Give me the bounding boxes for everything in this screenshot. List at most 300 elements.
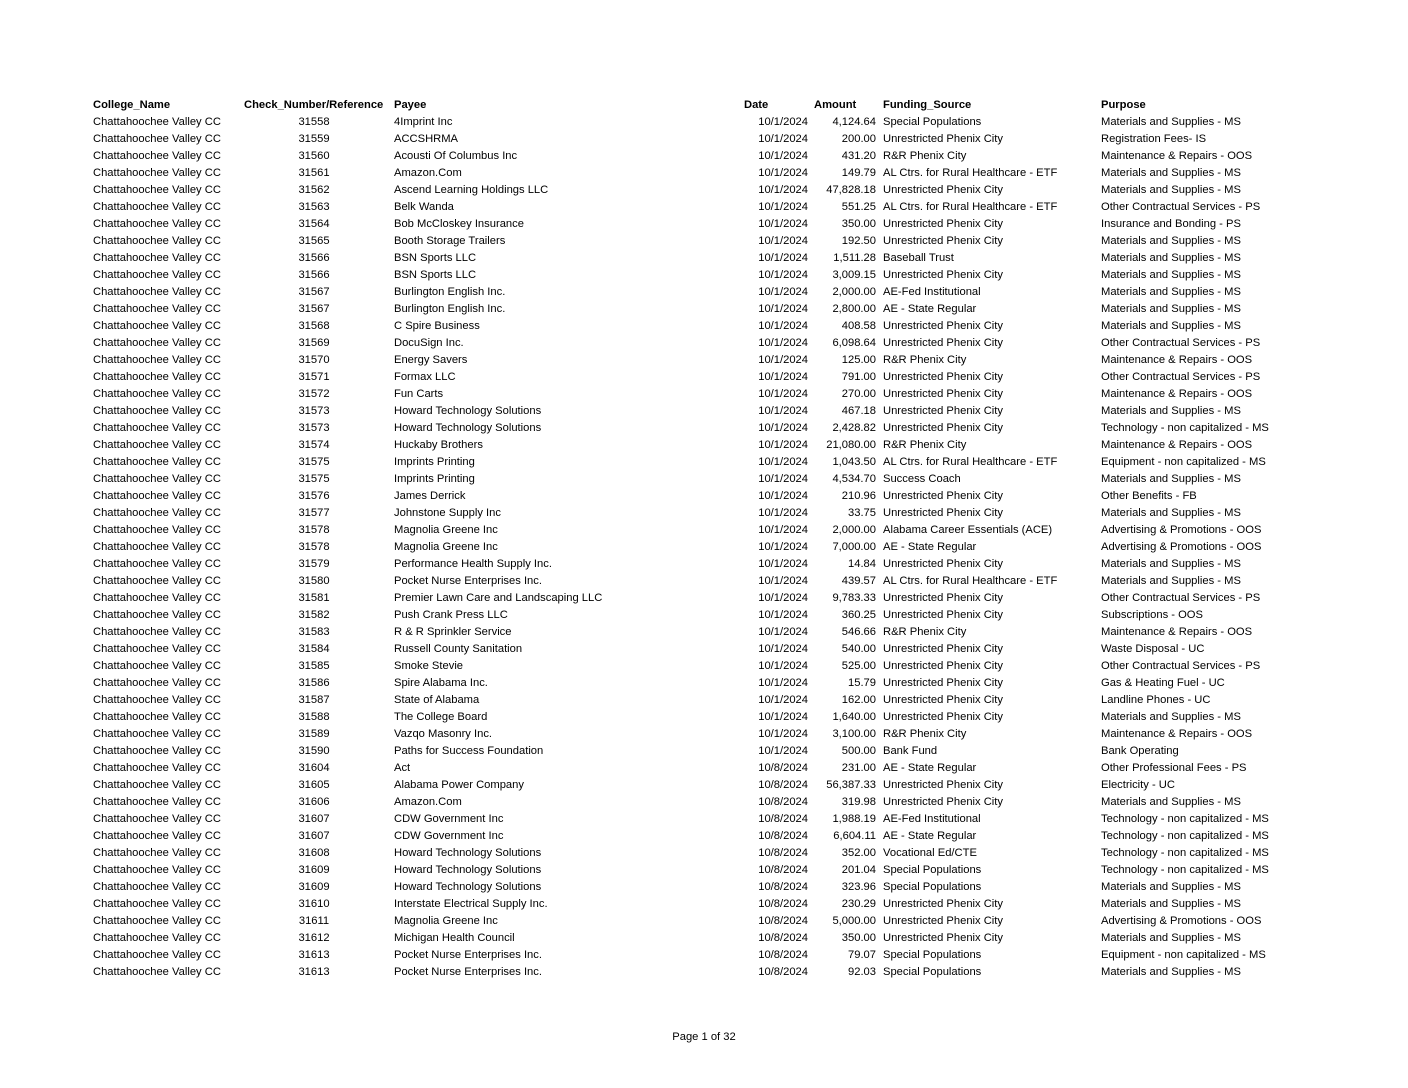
table-row	[0, 879, 1408, 896]
cell-payee: Premier Lawn Care and Landscaping LLC	[394, 592, 603, 604]
cell-purpose: Materials and Supplies - MS	[1101, 405, 1241, 417]
cell-payee: Magnolia Greene Inc	[394, 915, 498, 927]
cell-check-number: 31612	[298, 932, 330, 944]
cell-purpose: Materials and Supplies - MS	[1101, 167, 1241, 179]
cell-college-name: Chattahoochee Valley CC	[93, 660, 221, 672]
cell-college-name: Chattahoochee Valley CC	[93, 218, 221, 230]
cell-purpose: Electricity - UC	[1101, 779, 1175, 791]
cell-amount: 79.07	[848, 949, 876, 961]
cell-purpose: Materials and Supplies - MS	[1101, 184, 1241, 196]
cell-funding-source: AE - State Regular	[883, 303, 977, 315]
cell-check-number: 31561	[298, 167, 330, 179]
table-row	[0, 488, 1408, 505]
cell-purpose: Subscriptions - OOS	[1101, 609, 1203, 621]
cell-check-number: 31589	[298, 728, 330, 740]
cell-funding-source: Unrestricted Phenix City	[883, 422, 1003, 434]
cell-date: 10/8/2024	[758, 796, 808, 808]
table-row	[0, 420, 1408, 437]
cell-check-number: 31577	[298, 507, 330, 519]
cell-date: 10/1/2024	[758, 337, 808, 349]
cell-date: 10/1/2024	[758, 320, 808, 332]
cell-college-name: Chattahoochee Valley CC	[93, 456, 221, 468]
cell-funding-source: AE - State Regular	[883, 762, 977, 774]
cell-check-number: 31613	[298, 966, 330, 978]
cell-check-number: 31559	[298, 133, 330, 145]
cell-college-name: Chattahoochee Valley CC	[93, 915, 221, 927]
cell-funding-source: AL Ctrs. for Rural Healthcare - ETF	[883, 201, 1058, 213]
cell-amount: 439.57	[841, 575, 876, 587]
cell-date: 10/1/2024	[758, 252, 808, 264]
cell-date: 10/1/2024	[758, 643, 808, 655]
cell-funding-source: AE-Fed Institutional	[883, 813, 981, 825]
cell-amount: 192.50	[841, 235, 876, 247]
cell-purpose: Waste Disposal - UC	[1101, 643, 1205, 655]
cell-payee: Ascend Learning Holdings LLC	[394, 184, 549, 196]
cell-payee: James Derrick	[394, 490, 466, 502]
table-row	[0, 607, 1408, 624]
cell-college-name: Chattahoochee Valley CC	[93, 881, 221, 893]
cell-amount: 56,387.33	[826, 779, 876, 791]
cell-college-name: Chattahoochee Valley CC	[93, 847, 221, 859]
cell-payee: CDW Government Inc	[394, 830, 504, 842]
cell-college-name: Chattahoochee Valley CC	[93, 388, 221, 400]
table-row	[0, 964, 1408, 981]
cell-check-number: 31604	[298, 762, 330, 774]
cell-funding-source: Unrestricted Phenix City	[883, 235, 1003, 247]
cell-check-number: 31579	[298, 558, 330, 570]
cell-date: 10/1/2024	[758, 133, 808, 145]
cell-college-name: Chattahoochee Valley CC	[93, 796, 221, 808]
cell-date: 10/1/2024	[758, 388, 808, 400]
cell-payee: 4Imprint Inc	[394, 116, 453, 128]
cell-check-number: 31575	[298, 473, 330, 485]
cell-date: 10/1/2024	[758, 354, 808, 366]
cell-date: 10/1/2024	[758, 218, 808, 230]
cell-amount: 3,100.00	[832, 728, 876, 740]
cell-payee: ACCSHRMA	[394, 133, 459, 145]
table-row	[0, 845, 1408, 862]
table-row	[0, 233, 1408, 250]
cell-amount: 467.18	[841, 405, 876, 417]
cell-college-name: Chattahoochee Valley CC	[93, 813, 221, 825]
header-amount: Amount	[814, 99, 857, 111]
table-row	[0, 318, 1408, 335]
cell-purpose: Materials and Supplies - MS	[1101, 711, 1241, 723]
cell-payee: CDW Government Inc	[394, 813, 504, 825]
cell-amount: 92.03	[848, 966, 876, 978]
cell-check-number: 31608	[298, 847, 330, 859]
cell-college-name: Chattahoochee Valley CC	[93, 116, 221, 128]
cell-amount: 500.00	[841, 745, 876, 757]
cell-purpose: Materials and Supplies - MS	[1101, 286, 1241, 298]
cell-purpose: Materials and Supplies - MS	[1101, 796, 1241, 808]
cell-check-number: 31560	[298, 150, 330, 162]
table-row	[0, 131, 1408, 148]
cell-check-number: 31581	[298, 592, 330, 604]
cell-payee: Performance Health Supply Inc.	[394, 558, 552, 570]
cell-amount: 5,000.00	[832, 915, 876, 927]
cell-payee: Howard Technology Solutions	[394, 422, 542, 434]
cell-college-name: Chattahoochee Valley CC	[93, 779, 221, 791]
cell-check-number: 31582	[298, 609, 330, 621]
cell-purpose: Bank Operating	[1101, 745, 1179, 757]
table-row	[0, 573, 1408, 590]
cell-college-name: Chattahoochee Valley CC	[93, 541, 221, 553]
cell-college-name: Chattahoochee Valley CC	[93, 235, 221, 247]
cell-date: 10/1/2024	[758, 626, 808, 638]
cell-amount: 125.00	[841, 354, 876, 366]
cell-purpose: Materials and Supplies - MS	[1101, 932, 1241, 944]
cell-payee: Push Crank Press LLC	[394, 609, 508, 621]
cell-purpose: Maintenance & Repairs - OOS	[1101, 626, 1253, 638]
page-number: Page 1 of 32	[672, 1031, 736, 1043]
cell-date: 10/8/2024	[758, 881, 808, 893]
cell-college-name: Chattahoochee Valley CC	[93, 133, 221, 145]
cell-check-number: 31588	[298, 711, 330, 723]
table-row	[0, 284, 1408, 301]
cell-college-name: Chattahoochee Valley CC	[93, 473, 221, 485]
cell-payee: State of Alabama	[394, 694, 480, 706]
table-row	[0, 182, 1408, 199]
table-row	[0, 165, 1408, 182]
cell-college-name: Chattahoochee Valley CC	[93, 830, 221, 842]
cell-date: 10/1/2024	[758, 592, 808, 604]
cell-college-name: Chattahoochee Valley CC	[93, 167, 221, 179]
cell-check-number: 31569	[298, 337, 330, 349]
table-row	[0, 760, 1408, 777]
cell-funding-source: Unrestricted Phenix City	[883, 677, 1003, 689]
cell-date: 10/1/2024	[758, 456, 808, 468]
cell-payee: Magnolia Greene Inc	[394, 524, 498, 536]
cell-date: 10/1/2024	[758, 405, 808, 417]
cell-funding-source: Unrestricted Phenix City	[883, 371, 1003, 383]
table-row	[0, 709, 1408, 726]
cell-date: 10/1/2024	[758, 150, 808, 162]
header-funding-source: Funding_Source	[883, 99, 972, 111]
cell-purpose: Maintenance & Repairs - OOS	[1101, 439, 1253, 451]
table-row	[0, 590, 1408, 607]
cell-purpose: Materials and Supplies - MS	[1101, 269, 1241, 281]
cell-funding-source: AE-Fed Institutional	[883, 286, 981, 298]
cell-funding-source: Vocational Ed/CTE	[883, 847, 977, 859]
cell-funding-source: R&R Phenix City	[883, 728, 967, 740]
cell-funding-source: Unrestricted Phenix City	[883, 320, 1003, 332]
cell-check-number: 31562	[298, 184, 330, 196]
cell-funding-source: R&R Phenix City	[883, 439, 967, 451]
cell-college-name: Chattahoochee Valley CC	[93, 592, 221, 604]
table-row	[0, 471, 1408, 488]
cell-college-name: Chattahoochee Valley CC	[93, 354, 221, 366]
header-purpose: Purpose	[1101, 99, 1146, 111]
cell-purpose: Landline Phones - UC	[1101, 694, 1211, 706]
cell-date: 10/8/2024	[758, 779, 808, 791]
cell-check-number: 31606	[298, 796, 330, 808]
cell-funding-source: Bank Fund	[883, 745, 938, 757]
cell-purpose: Other Contractual Services - PS	[1101, 660, 1261, 672]
cell-funding-source: Unrestricted Phenix City	[883, 643, 1003, 655]
cell-funding-source: Special Populations	[883, 966, 982, 978]
cell-purpose: Other Benefits - FB	[1101, 490, 1197, 502]
cell-check-number: 31586	[298, 677, 330, 689]
cell-check-number: 31565	[298, 235, 330, 247]
table-row	[0, 250, 1408, 267]
cell-date: 10/8/2024	[758, 898, 808, 910]
cell-purpose: Insurance and Bonding - PS	[1101, 218, 1241, 230]
cell-date: 10/1/2024	[758, 677, 808, 689]
cell-funding-source: AE - State Regular	[883, 830, 977, 842]
cell-payee: Imprints Printing	[394, 456, 475, 468]
cell-college-name: Chattahoochee Valley CC	[93, 150, 221, 162]
cell-check-number: 31587	[298, 694, 330, 706]
cell-date: 10/1/2024	[758, 184, 808, 196]
cell-funding-source: Baseball Trust	[883, 252, 954, 264]
cell-amount: 200.00	[841, 133, 876, 145]
cell-date: 10/1/2024	[758, 660, 808, 672]
cell-funding-source: Special Populations	[883, 116, 982, 128]
cell-payee: Howard Technology Solutions	[394, 881, 542, 893]
table-row	[0, 675, 1408, 692]
cell-payee: Michigan Health Council	[394, 932, 515, 944]
table-header-row	[0, 97, 1408, 114]
cell-check-number: 31578	[298, 541, 330, 553]
cell-date: 10/8/2024	[758, 830, 808, 842]
cell-payee: Interstate Electrical Supply Inc.	[394, 898, 548, 910]
cell-funding-source: Unrestricted Phenix City	[883, 269, 1003, 281]
cell-date: 10/1/2024	[758, 609, 808, 621]
table-row	[0, 301, 1408, 318]
cell-check-number: 31573	[298, 422, 330, 434]
cell-amount: 319.98	[841, 796, 876, 808]
cell-date: 10/1/2024	[758, 558, 808, 570]
cell-funding-source: AL Ctrs. for Rural Healthcare - ETF	[883, 456, 1058, 468]
table-row	[0, 947, 1408, 964]
cell-amount: 2,000.00	[832, 286, 876, 298]
table-row	[0, 369, 1408, 386]
cell-check-number: 31570	[298, 354, 330, 366]
cell-purpose: Technology - non capitalized - MS	[1101, 422, 1269, 434]
cell-payee: Acousti Of Columbus Inc	[394, 150, 518, 162]
cell-amount: 15.79	[848, 677, 876, 689]
cell-check-number: 31558	[298, 116, 330, 128]
table-row	[0, 692, 1408, 709]
cell-amount: 162.00	[841, 694, 876, 706]
cell-check-number: 31583	[298, 626, 330, 638]
cell-funding-source: Unrestricted Phenix City	[883, 898, 1003, 910]
cell-amount: 791.00	[841, 371, 876, 383]
cell-college-name: Chattahoochee Valley CC	[93, 524, 221, 536]
cell-date: 10/1/2024	[758, 269, 808, 281]
table-row	[0, 641, 1408, 658]
cell-date: 10/8/2024	[758, 762, 808, 774]
table-row	[0, 913, 1408, 930]
cell-payee: Smoke Stevie	[394, 660, 464, 672]
cell-check-number: 31564	[298, 218, 330, 230]
cell-date: 10/1/2024	[758, 286, 808, 298]
cell-college-name: Chattahoochee Valley CC	[93, 320, 221, 332]
cell-check-number: 31574	[298, 439, 330, 451]
cell-funding-source: Unrestricted Phenix City	[883, 694, 1003, 706]
table-body	[0, 114, 1408, 981]
cell-payee: Imprints Printing	[394, 473, 475, 485]
cell-college-name: Chattahoochee Valley CC	[93, 728, 221, 740]
table-row	[0, 199, 1408, 216]
cell-payee: DocuSign Inc.	[394, 337, 464, 349]
cell-amount: 1,640.00	[832, 711, 876, 723]
cell-funding-source: Unrestricted Phenix City	[883, 337, 1003, 349]
cell-purpose: Equipment - non capitalized - MS	[1101, 456, 1266, 468]
cell-amount: 9,783.33	[832, 592, 876, 604]
cell-amount: 431.20	[841, 150, 876, 162]
cell-payee: Spire Alabama Inc.	[394, 677, 488, 689]
cell-payee: Howard Technology Solutions	[394, 847, 542, 859]
cell-college-name: Chattahoochee Valley CC	[93, 252, 221, 264]
cell-check-number: 31563	[298, 201, 330, 213]
cell-payee: Amazon.Com	[394, 796, 462, 808]
cell-funding-source: Unrestricted Phenix City	[883, 133, 1003, 145]
table-row	[0, 352, 1408, 369]
cell-college-name: Chattahoochee Valley CC	[93, 371, 221, 383]
cell-college-name: Chattahoochee Valley CC	[93, 269, 221, 281]
cell-funding-source: Unrestricted Phenix City	[883, 932, 1003, 944]
cell-funding-source: Special Populations	[883, 949, 982, 961]
cell-check-number: 31567	[298, 303, 330, 315]
table-row	[0, 267, 1408, 284]
cell-check-number: 31609	[298, 864, 330, 876]
cell-funding-source: Unrestricted Phenix City	[883, 609, 1003, 621]
table-row	[0, 216, 1408, 233]
cell-amount: 350.00	[841, 932, 876, 944]
cell-purpose: Advertising & Promotions - OOS	[1101, 541, 1262, 553]
cell-payee: R & R Sprinkler Service	[394, 626, 512, 638]
cell-payee: Huckaby Brothers	[394, 439, 483, 451]
cell-funding-source: Unrestricted Phenix City	[883, 388, 1003, 400]
cell-date: 10/1/2024	[758, 371, 808, 383]
cell-college-name: Chattahoochee Valley CC	[93, 490, 221, 502]
cell-college-name: Chattahoochee Valley CC	[93, 507, 221, 519]
cell-date: 10/8/2024	[758, 813, 808, 825]
cell-check-number: 31585	[298, 660, 330, 672]
cell-college-name: Chattahoochee Valley CC	[93, 864, 221, 876]
cell-funding-source: Alabama Career Essentials (ACE)	[883, 524, 1053, 536]
cell-college-name: Chattahoochee Valley CC	[93, 575, 221, 587]
cell-funding-source: AL Ctrs. for Rural Healthcare - ETF	[883, 575, 1058, 587]
cell-funding-source: Unrestricted Phenix City	[883, 405, 1003, 417]
cell-funding-source: Unrestricted Phenix City	[883, 184, 1003, 196]
cell-purpose: Gas & Heating Fuel - UC	[1101, 677, 1225, 689]
cell-college-name: Chattahoochee Valley CC	[93, 966, 221, 978]
cell-payee: Fun Carts	[394, 388, 444, 400]
cell-college-name: Chattahoochee Valley CC	[93, 745, 221, 757]
table-row	[0, 556, 1408, 573]
cell-amount: 1,988.19	[832, 813, 876, 825]
cell-date: 10/8/2024	[758, 864, 808, 876]
cell-payee: Russell County Sanitation	[394, 643, 523, 655]
cell-college-name: Chattahoochee Valley CC	[93, 932, 221, 944]
cell-purpose: Other Contractual Services - PS	[1101, 592, 1261, 604]
cell-check-number: 31571	[298, 371, 330, 383]
cell-date: 10/8/2024	[758, 966, 808, 978]
cell-amount: 21,080.00	[826, 439, 876, 451]
cell-payee: Booth Storage Trailers	[394, 235, 506, 247]
table-row	[0, 930, 1408, 947]
cell-check-number: 31578	[298, 524, 330, 536]
cell-date: 10/1/2024	[758, 439, 808, 451]
cell-funding-source: Special Populations	[883, 881, 982, 893]
cell-check-number: 31605	[298, 779, 330, 791]
cell-purpose: Materials and Supplies - MS	[1101, 966, 1241, 978]
cell-payee: Formax LLC	[394, 371, 456, 383]
cell-funding-source: Unrestricted Phenix City	[883, 779, 1003, 791]
cell-college-name: Chattahoochee Valley CC	[93, 422, 221, 434]
table-row	[0, 726, 1408, 743]
table-row	[0, 658, 1408, 675]
table-row	[0, 811, 1408, 828]
cell-check-number: 31575	[298, 456, 330, 468]
cell-college-name: Chattahoochee Valley CC	[93, 609, 221, 621]
cell-college-name: Chattahoochee Valley CC	[93, 711, 221, 723]
cell-payee: Magnolia Greene Inc	[394, 541, 498, 553]
header-date: Date	[744, 99, 769, 111]
cell-payee: The College Board	[394, 711, 488, 723]
cell-amount: 3,009.15	[832, 269, 876, 281]
cell-purpose: Other Professional Fees - PS	[1101, 762, 1247, 774]
cell-payee: Howard Technology Solutions	[394, 405, 542, 417]
cell-check-number: 31572	[298, 388, 330, 400]
cell-payee: Burlington English Inc.	[394, 286, 506, 298]
cell-purpose: Maintenance & Repairs - OOS	[1101, 354, 1253, 366]
cell-college-name: Chattahoochee Valley CC	[93, 626, 221, 638]
cell-check-number: 31584	[298, 643, 330, 655]
cell-date: 10/1/2024	[758, 694, 808, 706]
cell-payee: Amazon.Com	[394, 167, 462, 179]
cell-date: 10/1/2024	[758, 167, 808, 179]
cell-check-number: 31590	[298, 745, 330, 757]
cell-amount: 230.29	[841, 898, 876, 910]
cell-amount: 210.96	[841, 490, 876, 502]
table-row	[0, 743, 1408, 760]
cell-funding-source: Unrestricted Phenix City	[883, 507, 1003, 519]
cell-check-number: 31566	[298, 252, 330, 264]
table-row	[0, 437, 1408, 454]
table-row	[0, 896, 1408, 913]
cell-amount: 352.00	[841, 847, 876, 859]
cell-purpose: Other Contractual Services - PS	[1101, 371, 1261, 383]
cell-check-number: 31610	[298, 898, 330, 910]
cell-amount: 551.25	[841, 201, 876, 213]
cell-funding-source: R&R Phenix City	[883, 150, 967, 162]
cell-amount: 7,000.00	[832, 541, 876, 553]
cell-college-name: Chattahoochee Valley CC	[93, 558, 221, 570]
cell-college-name: Chattahoochee Valley CC	[93, 184, 221, 196]
cell-check-number: 31609	[298, 881, 330, 893]
cell-date: 10/1/2024	[758, 524, 808, 536]
cell-purpose: Materials and Supplies - MS	[1101, 558, 1241, 570]
cell-funding-source: AL Ctrs. for Rural Healthcare - ETF	[883, 167, 1058, 179]
cell-purpose: Other Contractual Services - PS	[1101, 337, 1261, 349]
cell-amount: 149.79	[841, 167, 876, 179]
cell-date: 10/1/2024	[758, 116, 808, 128]
cell-purpose: Materials and Supplies - MS	[1101, 575, 1241, 587]
cell-funding-source: Success Coach	[883, 473, 961, 485]
cell-purpose: Advertising & Promotions - OOS	[1101, 524, 1262, 536]
cell-funding-source: Unrestricted Phenix City	[883, 592, 1003, 604]
cell-amount: 201.04	[841, 864, 876, 876]
cell-date: 10/1/2024	[758, 235, 808, 247]
cell-check-number: 31580	[298, 575, 330, 587]
cell-funding-source: Unrestricted Phenix City	[883, 711, 1003, 723]
cell-date: 10/1/2024	[758, 541, 808, 553]
cell-college-name: Chattahoochee Valley CC	[93, 286, 221, 298]
